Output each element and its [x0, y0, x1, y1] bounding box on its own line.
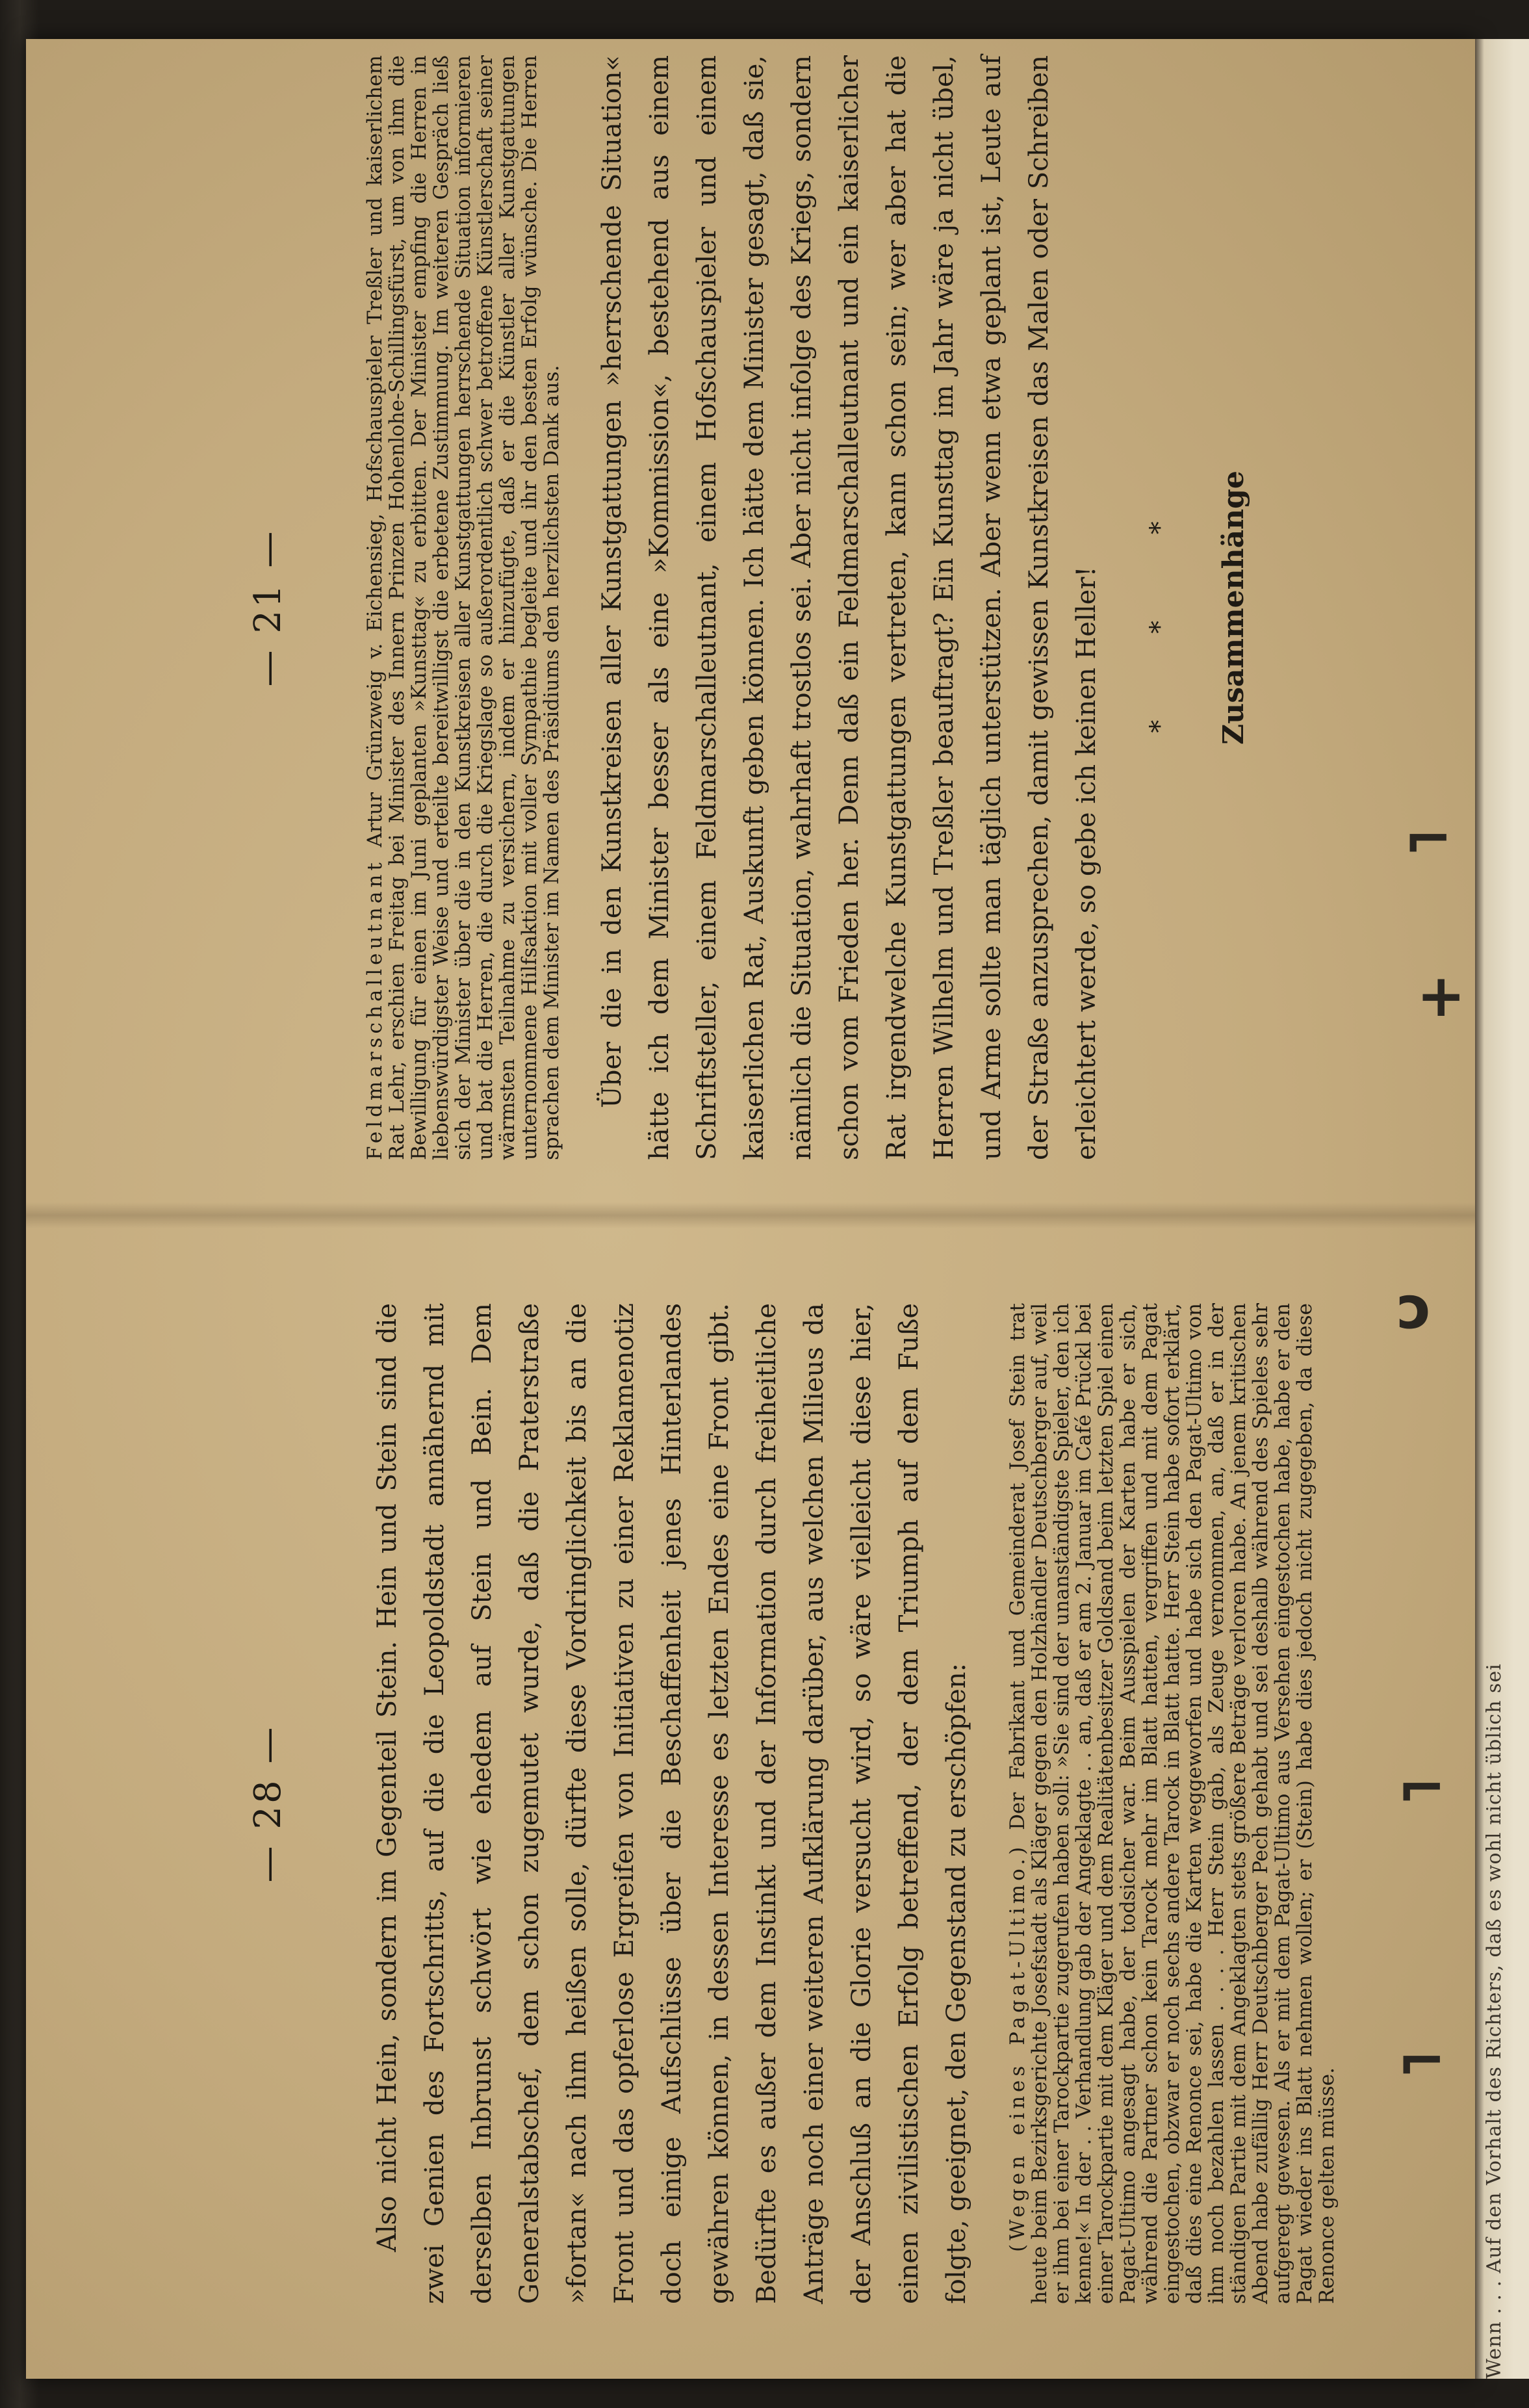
left-paragraph-1: Also nicht Hein, sondern im Gegenteil Stein. Hein und Stein sind die zwei Genien des Fortschritts, auf die die Leopoldstadt annähernd mit derselben Inbrunst schwört wie ehedem auf Stein und Bein. Dem Generalstabschef, dem schon zugemutet wurde, daß die Praterstraße »fortan« nach ihm heißen solle, dürfte diese Vordringlichkeit bis an die Front und das opferlose Ergreifen von Initiativen zu einer Reklamenotiz doch einige Aufschlüsse über die Beschaffenheit jenes Hinterlandes gewähren können, in dessen Interesse es letzten Endes eine Front gibt. Bedürfte es außer dem Instinkt und der Information durch freiheitliche Anträge noch einer weiteren Aufklärung darüber, aus welchen Milieus da der Anschluß an die Glorie versucht wird, so wäre vielleicht diese hier, einen zivilistischen Erfolg betreffend, der dem Triumph auf dem Fuße folgte, geeignet, den Gegenstand zu erschöpfen: [372, 1303, 971, 2304]
left-paragraph-2-body: Der Fabrikant und Gemeinderat Josef Stein trat heute beim Bezirksgerichte Josefstadt als Kläger gegen den Holzhändler Deutschberger auf, weil er ihm bei einer Tarockpartie zugerufen haben soll: »Sie sind der unanständigste Spieler, den ich kenne!« In der . . Verhandlung gab der Angeklagte . . an, daß er am 2. Januar im Café Prückl bei einer Tarockpartie mit dem Kläger und dem Realitätenbesitzer Goldsand beim letzten Spiel einen Pagat-Ultimo angesagt habe, der todsicher war. Beim Ausspielen der Karten habe er sich, während die Partner schon kein Tarock mehr im Blatt hatten, vergriffen und mit dem Pagat eingestochen, obzwar er noch sechs andere Tarock in Blatt hatte. Herr Stein habe sofort erklärt, daß dies eine Renonce sei, habe die Karten weggeworfen und habe sich den Pagat-Ultimo von ihm noch bezahlen lassen . . . . Herr Stein gab, als Zeuge vernommen, an, daß er in der ständigen Partie mit dem Angeklagten stets größere Beträge verloren habe. An jenem kritischen Abend habe zufällig Herr Deutschberger Pech gehabt und sei deshalb während des Spieles sehr aufgeregt gewesen. Als er mit dem Pagat-Ultimo aus Versehen eingestochen habe, habe er den Pagat wieder ins Blatt nehmen wollen; er (Stein) habe dies jedoch nicht zugegeben, da diese Renonce gelten müsse. [1006, 1303, 1339, 2304]
left-paragraph-2-lead: (Wegen eines Pagat-Ultimo.) [1006, 1843, 1029, 2252]
pencil-mark-1: ⌐ [1404, 806, 1453, 874]
pencil-mark-4: ⌐ [1397, 1755, 1446, 1823]
right-paragraph-1-lead: Feldmarschalleutnant [363, 859, 387, 1160]
section-heading: Zusammenhänge [1217, 471, 1250, 745]
adjacent-page-text: Wenn . . . Auf den Vorhalt des Richters, daß es wohl nicht üblich sei [1483, 1663, 1506, 2379]
pencil-mark-3: ↄ [1397, 1274, 1432, 1342]
left-paragraph-2 [1007, 1303, 1338, 2304]
right-column [364, 55, 1257, 1160]
page-number-left: — 28 — [247, 1724, 289, 1883]
section-stars: * * * [1145, 482, 1175, 733]
page-28 [0, 1277, 1529, 2330]
left-column [364, 1303, 1338, 2304]
right-paragraph-1 [364, 55, 563, 1160]
pencil-mark-5: ⌐ [1397, 2028, 1446, 2096]
page-number-right: — 21 — [247, 528, 289, 687]
right-paragraph-2: Über die in den Kunstkreisen aller Kunstgattungen »herrschende Situation« hätte ich dem Minister besser als eine »Kommission«, bestehend aus einem Schriftsteller, einem Feldmarschalleutnant, einem Hofschauspieler und einem kaiserlichen Rat, Auskunft geben können. Ich hätte dem Minister gesagt, daß sie, nämlich die Situation, wahrhaft trostlos sei. Aber nicht infolge des Kriegs, sondern schon vom Frieden her. Denn daß ein Feldmarschalleutnant und ein kaiserlicher Rat irgendwelche Kunstgattungen vertreten, kann schon sein; wer aber hat die Herren Wilhelm und Treßler beauftragt? Ein Kunsttag im Jahr wäre ja nicht übel, und Arme sollte man täglich unterstützen. Aber wenn etwa geplant ist, Leute auf der Straße anzusprechen, damit gewissen Kunstkreisen das Malen oder Schreiben erleichtert werde, so gebe ich keinen Heller! [597, 55, 1101, 1160]
right-paragraph-1-body: Artur Grünzweig v. Eichensieg, Hofschauspieler Treßler und kaiserlichem Rat Lehr, erschien Freitag bei Minister des Innern Prinzen Hohenlohe-Schillingsfürst, um von ihm die Bewilligung für einen im Juni geplanten »Kunsttag« zu erbitten. Der Minister empfing die Herren in liebenswürdigster Weise und erteilte bereitwilligst die erbetene Zustimmung. Im weiteren Gespräch ließ sich der Minister über die in den Kunstkreisen aller Kunstgattungen herrschende Situation informieren und bat die Herren, die durch die Kriegslage so außerordentlich schwer betroffene Künstlerschaft seiner wärmsten Teilnahme zu versichern, indem er hinzufügte, daß er die Künstler aller Kunstgattungen unternommene Hilfsaktion mit voller Sympathie begleite und ihr den besten Erfolg wünsche. Die Herren sprachen dem Minister im Namen des Präsidiums den herzlichsten Dank aus. [363, 55, 563, 1160]
page-21 [0, 29, 1529, 1186]
pencil-mark-2: + [1417, 962, 1466, 1030]
